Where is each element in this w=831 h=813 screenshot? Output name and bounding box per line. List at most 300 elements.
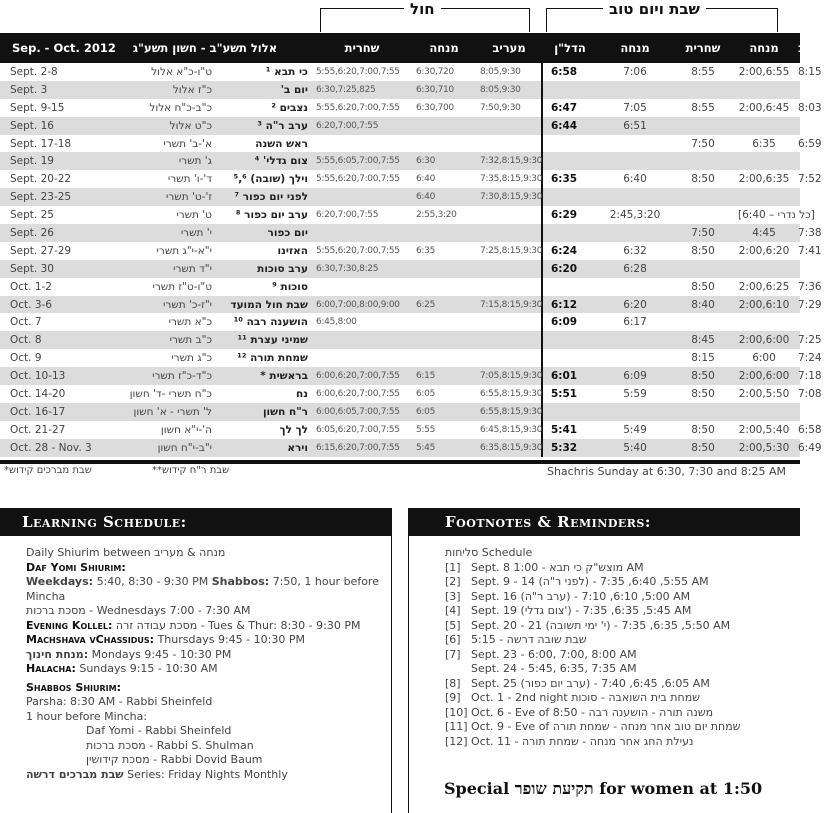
row-candle-lighting: 6:09	[542, 313, 598, 331]
shabbos-shiur-2: מסכת ברכות - Rabbi S. Shulman	[86, 738, 254, 752]
row-parsha: הושענה רבה ¹⁰	[233, 316, 308, 329]
footnote-text: Oct. 6 - Eve of משנה תורה - הושענה רבה - 8:50	[471, 705, 714, 719]
row-date: Oct. 21-27	[10, 423, 66, 436]
row-candle-lighting: 6:24	[542, 242, 598, 260]
selichos-heading: סליחות Schedule	[445, 546, 533, 559]
row-shabbos-shacharis: 7:50	[672, 224, 734, 242]
row-hebrew-date: י' תשרי	[98, 224, 216, 242]
table-row	[0, 260, 800, 278]
row-hebrew-date: ד'-ו' תשרי	[167, 173, 212, 186]
row-weekday-maariv	[476, 206, 542, 224]
row-shabbos-shacharis	[672, 117, 734, 135]
row-shabbos-mincha2	[734, 152, 794, 170]
row-hebrew-date: כ"ג תשרי	[171, 352, 212, 365]
footnote-item	[445, 575, 800, 590]
shachris-note: Shachris Sunday at 6:30, 7:30 and 8:25 AM	[546, 465, 786, 478]
table-row	[0, 170, 800, 188]
row-shabbos-mincha: 6:09	[598, 367, 672, 385]
row-hebrew-date: כ"ב-כ"ח אלול	[149, 101, 212, 114]
row-hebrew-date: כ"ט אלול	[98, 117, 216, 135]
table-row	[0, 296, 800, 314]
footnote-number: [12]	[445, 734, 468, 748]
row-hebrew-date: כ"ח תשרי -ד' חשון	[129, 387, 212, 400]
footnote-text: Sept. 24 - 5:45, 6:35, 7:35 AM	[471, 662, 637, 675]
footnote-item	[445, 720, 800, 735]
row-shabbos-shacharis: 8:15	[691, 352, 715, 365]
footnote-number: [4]	[445, 604, 461, 617]
footnote-number	[445, 662, 471, 677]
row-weekday-maariv: 7:15,8:15,9:30	[476, 296, 542, 314]
table-row	[0, 206, 800, 224]
drasha-series: שבת מברכים דרשה Series: Friday Nights Monthly	[26, 767, 288, 781]
row-weekday-shacharis: 6:05,6:20,7:00,7:55	[316, 424, 400, 435]
row-date: Oct. 14-20	[10, 387, 66, 400]
table-row	[0, 188, 800, 206]
row-parsha: ערב סוכות	[216, 260, 312, 278]
row-shabbos-mincha	[598, 135, 672, 153]
row-shabbos-mincha2	[734, 403, 794, 421]
row-date: Sept. 27-29	[10, 244, 72, 257]
row-shabbos-maariv	[794, 188, 800, 206]
shabbos-shiur-1: Daf Yomi - Rabbi Sheinfeld	[86, 724, 232, 737]
row-weekday-shacharis: 5:55,6:20,7:00,7:55	[316, 102, 400, 113]
row-shabbos-shacharis: 7:50	[691, 137, 715, 150]
row-shabbos-maariv: 6:49	[794, 439, 800, 457]
row-date: Oct. 7	[10, 316, 42, 329]
row-weekday-shacharis: 5:55,6:20,7:00,7:55	[316, 174, 400, 185]
row-candle-lighting	[542, 81, 598, 99]
row-shabbos-mincha2	[734, 313, 794, 331]
row-weekday-shacharis	[312, 331, 412, 349]
table-row	[0, 367, 800, 385]
footnotes-title: Footnotes & Reminders:	[409, 508, 800, 536]
row-parsha: האזינו	[277, 244, 308, 257]
row-weekday-maariv	[476, 278, 542, 296]
row-hebrew-date: כ"ב תשרי	[98, 331, 216, 349]
row-weekday-maariv: 7:05,8:15,9:30	[476, 367, 542, 385]
row-shabbos-mincha	[598, 81, 672, 99]
row-weekday-shacharis	[312, 224, 412, 242]
row-weekday-maariv: 6:45,8:15,9:30	[480, 424, 543, 435]
row-shabbos-mincha2: 2:00,6:35	[738, 173, 790, 186]
row-weekday-mincha: 6:05	[412, 403, 476, 421]
row-date: Oct. 10-13	[0, 367, 98, 385]
footnote-item	[445, 662, 800, 677]
row-candle-lighting: 6:44	[542, 117, 598, 135]
row-shabbos-mincha	[598, 152, 672, 170]
row-shabbos-mincha2: 2:00,6:10	[734, 296, 794, 314]
row-shabbos-mincha2	[734, 188, 794, 206]
table-row	[0, 439, 800, 457]
footnote-item	[445, 633, 800, 648]
row-candle-lighting: 5:41	[542, 421, 598, 439]
row-weekday-shacharis: 6:00,6:20,7:00,7:55	[312, 367, 412, 385]
row-shabbos-maariv: 6:58	[798, 423, 822, 436]
row-shabbos-mincha2: 2:00,6:25	[738, 280, 790, 293]
row-weekday-maariv: 7:32,8:15,9:30	[476, 152, 542, 170]
row-shabbos-maariv: 7:41	[798, 244, 822, 257]
table-row	[0, 242, 800, 260]
table-row	[0, 63, 800, 81]
row-shabbos-shacharis	[672, 81, 734, 99]
row-weekday-maariv: 7:35,8:15,9:30	[480, 174, 543, 185]
row-parsha: וירא	[216, 439, 312, 457]
row-parsha: יום כפור	[216, 224, 312, 242]
machshava: Machshava vChassidus: Thursdays 9:45 - 10:30 PM	[26, 633, 305, 646]
row-shabbos-mincha: 6:17	[623, 316, 647, 329]
berachos-shiur: מסכת ברכות - Wednesdays 7:00 - 7:30 AM	[26, 604, 251, 617]
row-shabbos-maariv	[794, 260, 800, 278]
table-row	[0, 313, 800, 331]
row-shabbos-mincha	[598, 278, 672, 296]
row-shabbos-mincha: 5:49	[623, 423, 647, 436]
row-candle-lighting: 6:29	[542, 206, 598, 224]
row-candle-lighting	[542, 135, 598, 153]
row-shabbos-mincha	[598, 188, 672, 206]
row-shabbos-mincha2	[734, 117, 794, 135]
row-shabbos-shacharis	[672, 313, 734, 331]
row-shabbos-shacharis	[672, 152, 734, 170]
row-weekday-mincha	[412, 224, 476, 242]
row-shabbos-shacharis: 8:50	[691, 387, 715, 400]
row-shabbos-mincha2: 2:00,6:00	[734, 331, 794, 349]
row-hebrew-date: ט"ו-כ"א אלול	[151, 65, 212, 78]
row-weekday-shacharis: 6:20,7:00,7:55	[312, 117, 412, 135]
table-row	[0, 135, 800, 153]
row-candle-lighting: 6:58	[542, 63, 598, 81]
row-shabbos-mincha: 6:51	[598, 117, 672, 135]
row-hebrew-date: י"ז-כ' תשרי	[98, 296, 216, 314]
row-weekday-shacharis	[312, 278, 412, 296]
table-row	[0, 421, 800, 439]
row-weekday-mincha: 6:30,720	[416, 66, 454, 77]
row-weekday-maariv: 8:05,9:30	[480, 66, 521, 77]
footnote-text: Sept. 23 - 6:00, 7:00, 8:00 AM	[471, 647, 637, 661]
row-weekday-mincha	[412, 135, 476, 153]
row-weekday-mincha	[412, 331, 476, 349]
row-parsha: ראש השנה	[255, 137, 308, 150]
row-hebrew-date: י"ב-י"ח חשון	[98, 439, 216, 457]
halacha: Halacha: Sundays 9:15 - 10:30 AM	[26, 662, 218, 675]
row-date: Oct. 3-6	[0, 296, 98, 314]
table-row	[0, 349, 800, 367]
header-shacharis: שחרית	[312, 33, 412, 63]
row-weekday-maariv	[476, 224, 542, 242]
row-weekday-mincha: 6:40	[412, 188, 476, 206]
row-weekday-shacharis	[312, 135, 412, 153]
header-date: Sep. - Oct. 2012	[0, 33, 98, 63]
row-shabbos-mincha2: [כל נדרי – 6:40]	[738, 209, 815, 222]
row-shabbos-shacharis	[672, 260, 734, 278]
table-row	[0, 224, 800, 242]
row-shabbos-maariv: 7:38	[794, 224, 800, 242]
footnote-number: [8]	[445, 676, 461, 690]
footnote-number: [10]	[445, 705, 468, 719]
row-shabbos-shacharis: 8:50	[691, 244, 715, 257]
header-hebdate: אלול תשע"ב - חשון תשע"ג	[98, 33, 312, 63]
header-sh-mincha2: מנחה	[734, 33, 794, 63]
minchas-chinuch: מנחת חינוך: Mondays 9:45 - 10:30 PM	[26, 647, 232, 661]
row-weekday-maariv: 6:55,8:15,9:30	[476, 403, 542, 421]
zmanim-table	[0, 33, 831, 457]
row-weekday-mincha: 6:05	[416, 388, 436, 399]
footnote-item	[445, 648, 800, 663]
footnote-text: Sept. 16 (ערב ר"ה) - 5:00, 6:10, 7:10 AM	[471, 589, 691, 603]
row-date: Oct. 28 - Nov. 3	[0, 439, 98, 457]
row-shabbos-mincha	[598, 224, 672, 242]
row-shabbos-mincha2: 2:00,6:45	[738, 101, 790, 114]
header-sh-mincha: מנחה	[598, 33, 672, 63]
row-candle-lighting: 6:01	[542, 367, 598, 385]
daf-yomi-times: Weekdays: 5:40, 8:30 - 9:30 PM Shabbos: 7:50, 1 hour before Mincha	[26, 575, 379, 603]
special-shofar-note: Special תקיעת שופר for women at 1:50	[444, 779, 763, 798]
row-shabbos-shacharis: 8:50	[672, 439, 734, 457]
row-weekday-shacharis: 5:55,6:20,7:00,7:55	[316, 66, 400, 77]
daf-yomi-heading: Daf Yomi Shiurim:	[26, 560, 126, 574]
row-shabbos-mincha2: 6:00	[752, 352, 776, 365]
evening-kollel: Evening Kollel: מסכת עבודה זרה - Tues & Thur: 8:30 - 9:30 PM	[26, 618, 361, 632]
row-date: Sept. 19	[0, 152, 98, 170]
row-shabbos-shacharis: 8:55	[691, 65, 715, 78]
row-date: Oct. 9	[10, 352, 42, 365]
row-shabbos-mincha	[598, 349, 672, 367]
row-shabbos-mincha	[598, 331, 672, 349]
footnote-item	[445, 561, 800, 576]
shabbos-shiurim-heading: Shabbos Shiurim:	[26, 680, 121, 694]
row-weekday-maariv	[476, 313, 542, 331]
row-weekday-mincha: 6:30,710	[412, 81, 476, 99]
row-candle-lighting: 6:12	[542, 296, 598, 314]
row-shabbos-mincha: 6:32	[623, 244, 647, 257]
row-parsha: ערב יום כפור ⁸	[235, 209, 308, 222]
row-hebrew-date: ז'-ט' תשרי	[98, 188, 216, 206]
row-parsha: שמחת תורה ¹²	[237, 352, 308, 365]
footnote-item	[445, 677, 800, 692]
row-candle-lighting	[542, 188, 598, 206]
footnote-number: [9]	[445, 691, 461, 704]
row-candle-lighting: 5:32	[542, 439, 598, 457]
row-shabbos-mincha: 7:06	[623, 65, 647, 78]
table-row	[0, 117, 800, 135]
row-candle-lighting: 6:20	[542, 260, 598, 278]
footnote-number: [11]	[445, 720, 468, 733]
row-weekday-mincha	[412, 313, 476, 331]
row-parsha: ערב ר"ה ³	[216, 117, 312, 135]
table-bottom-rule	[0, 460, 800, 464]
row-weekday-maariv: 7:25,8:15,9:30	[480, 245, 543, 256]
row-shabbos-mincha: 7:05	[623, 101, 647, 114]
row-date: Sept. 9-15	[10, 101, 65, 114]
row-weekday-shacharis	[312, 349, 412, 367]
row-hebrew-date: א'-ב' תשרי	[163, 137, 212, 150]
row-parsha: יום ב'	[216, 81, 312, 99]
row-hebrew-date: כ"ד-כ"ז תשרי	[98, 367, 216, 385]
daily-shiurim: Daily Shiurim between מנחה & מעריב	[26, 546, 226, 559]
row-parsha: בראשית *	[216, 367, 312, 385]
row-shabbos-mincha2: 2:00,6:55	[738, 65, 790, 78]
table-row	[0, 152, 800, 170]
row-weekday-mincha: 2:55,3:20	[416, 210, 457, 221]
row-shabbos-shacharis: 8:40	[672, 296, 734, 314]
row-candle-lighting	[542, 349, 598, 367]
table-header	[0, 33, 800, 63]
footnote-text: שבת שובה דרשה - 5:15	[471, 633, 587, 646]
table-row	[0, 331, 800, 349]
row-shabbos-mincha2: 2:00,5:50	[738, 387, 790, 400]
row-hebrew-date: י"ד תשרי	[98, 260, 216, 278]
row-date: Sept. 25	[10, 209, 54, 222]
footnote-text: Sept. 25 (ערב יום כפור) - 6:05, 6:45, 7:40 AM	[471, 676, 710, 690]
row-shabbos-mincha: 6:20	[598, 296, 672, 314]
row-date: Sept. 20-22	[10, 173, 72, 186]
learning-panel	[0, 508, 392, 813]
row-shabbos-shacharis: 8:50	[691, 280, 715, 293]
row-weekday-shacharis: 5:55,6:20,7:00,7:55	[316, 245, 400, 256]
row-parsha: לך לך	[279, 423, 308, 436]
row-date: Oct. 16-17	[0, 403, 98, 421]
row-hebrew-date: ט' תשרי	[176, 209, 212, 222]
row-date: Sept. 17-18	[10, 137, 72, 150]
row-shabbos-shacharis: 8:50	[691, 423, 715, 436]
row-hebrew-date: ל' תשרי - א' חשון	[98, 403, 216, 421]
row-weekday-mincha: 6:30	[412, 152, 476, 170]
row-weekday-shacharis: 6:00,6:20,7:00,7:55	[316, 388, 400, 399]
row-date: Oct. 8	[0, 331, 98, 349]
header-mincha: מנחה	[412, 33, 476, 63]
row-candle-lighting	[542, 278, 598, 296]
shabbos-shiur-3: מסכת קידושין - Rabbi Dovid Baum	[86, 753, 263, 766]
row-shabbos-mincha	[598, 403, 672, 421]
row-shabbos-mincha: 2:45,3:20	[609, 209, 661, 222]
row-parsha: נח	[296, 387, 308, 400]
table-row	[0, 81, 800, 99]
row-parsha: נצבים ²	[271, 101, 308, 114]
row-shabbos-mincha2: 2:00,5:30	[734, 439, 794, 457]
row-weekday-mincha: 6:40	[416, 174, 436, 185]
footnote-item	[445, 590, 800, 605]
row-hebrew-date: כ"ז אלול	[98, 81, 216, 99]
row-weekday-shacharis: 6:00,6:05,7:00,7:55	[312, 403, 412, 421]
row-date: Sept. 2-8	[10, 65, 58, 78]
table-row	[0, 278, 800, 296]
row-weekday-maariv	[476, 260, 542, 278]
row-parsha: כי תבא ¹	[265, 65, 308, 78]
row-hebrew-date: ג' תשרי	[98, 152, 216, 170]
footnote-item	[445, 619, 800, 634]
row-weekday-shacharis: 6:20,7:00,7:55	[316, 210, 379, 221]
row-date: Sept. 30	[0, 260, 98, 278]
row-weekday-maariv: 7:30,8:15,9:30	[476, 188, 542, 206]
row-shabbos-maariv: 7:18	[794, 367, 800, 385]
row-parsha: לפני יום כפור ⁷	[216, 188, 312, 206]
row-weekday-shacharis	[312, 188, 412, 206]
legend-mevarchim: שבת מברכים קידוש*	[4, 465, 92, 476]
row-weekday-shacharis: 6:00,7:00,8:00,9:00	[312, 296, 412, 314]
row-shabbos-mincha2: 4:45	[734, 224, 794, 242]
row-parsha: וילך (שובה) ⁵,⁶	[233, 173, 308, 186]
row-weekday-maariv: 6:55,8:15,9:30	[480, 388, 543, 399]
row-candle-lighting	[542, 331, 598, 349]
table-row	[0, 385, 800, 403]
row-weekday-shacharis: 6:15,6:20,7:00,7:55	[312, 439, 412, 457]
row-shabbos-shacharis: 8:50	[691, 173, 715, 186]
row-candle-lighting	[542, 152, 598, 170]
footnote-text: Sept. 9 - 14 (לפני ר"ה) - 5:55, 6:40, 7:35 AM	[471, 575, 709, 588]
row-weekday-maariv	[476, 331, 542, 349]
row-shabbos-maariv: 7:52	[798, 173, 822, 186]
row-parsha: ר"ח חשון	[216, 403, 312, 421]
row-weekday-mincha: 5:55	[416, 424, 436, 435]
row-candle-lighting: 6:47	[542, 99, 598, 117]
row-shabbos-maariv	[794, 403, 800, 421]
row-shabbos-maariv: 7:24	[798, 352, 822, 365]
header-maariv: מעריב	[476, 33, 542, 63]
footnote-text: Sept. 8 מוצש"ק כי תבא - 1:00 AM	[471, 560, 644, 574]
row-weekday-shacharis: 5:55,6:05,7:00,7:55	[312, 152, 412, 170]
header-sh-maariv: מעריב	[794, 33, 800, 63]
footnote-text: Oct. 9 - Eve of שמחת יום טוב אחר מנחה - שמחת תורה	[471, 720, 741, 733]
row-candle-lighting	[542, 224, 598, 242]
footnote-number: [3]	[445, 589, 461, 603]
footnotes-panel	[408, 508, 800, 813]
row-shabbos-maariv: 7:29	[794, 296, 800, 314]
row-weekday-maariv	[476, 349, 542, 367]
row-shabbos-maariv	[794, 117, 800, 135]
learning-title: Learning Schedule:	[0, 508, 391, 536]
row-shabbos-mincha2: 2:00,6:00	[734, 367, 794, 385]
row-shabbos-maariv: 6:59	[798, 137, 822, 150]
row-shabbos-shacharis: 8:55	[691, 101, 715, 114]
row-weekday-shacharis: 6:45,8:00	[316, 317, 357, 328]
row-date: Sept. 23-25	[0, 188, 98, 206]
row-weekday-shacharis: 6:30,7:25,825	[312, 81, 412, 99]
row-date: Sept. 3	[0, 81, 98, 99]
row-shabbos-mincha2: 2:00,5:40	[738, 423, 790, 436]
row-weekday-maariv: 7:50,9:30	[480, 102, 521, 113]
row-shabbos-shacharis	[672, 188, 734, 206]
footnote-number: [5]	[445, 618, 461, 632]
row-shabbos-maariv: 8:03	[798, 101, 822, 114]
row-parsha: סוכות ⁹	[272, 280, 308, 293]
row-hebrew-date: ט"ו-ט"ז תשרי	[152, 280, 212, 293]
row-candle-lighting: 5:51	[542, 385, 598, 403]
table-row	[0, 99, 800, 117]
footnote-text: Sept. 19 (צום גדלי') - 5:45, 6:35, 7:35 AM	[471, 604, 692, 617]
row-hebrew-date: כ"א תשרי	[168, 316, 212, 329]
row-weekday-maariv	[476, 117, 542, 135]
footnote-text: Sept. 20 - 21 (י' ימי תשובה) - 5:50, 6:35, 7:35 AM	[471, 618, 731, 632]
legend-rosh-chodesh: שבת ר"ח קידוש**	[152, 465, 230, 476]
row-parsha: שבת חול המועד	[216, 296, 312, 314]
row-date: Sept. 16	[0, 117, 98, 135]
row-shabbos-mincha: 6:28	[598, 260, 672, 278]
row-date: Sept. 26	[0, 224, 98, 242]
row-shabbos-mincha2: 2:00,6:20	[738, 244, 790, 257]
row-shabbos-shacharis: 8:50	[672, 367, 734, 385]
footnote-number: [1]	[445, 560, 461, 574]
footnote-text: Oct. 1 - 2nd night שמחת בית השואבה - סוכות	[471, 691, 700, 704]
footnote-number: [6]	[445, 633, 461, 646]
row-weekday-maariv: 8:05,9:30	[476, 81, 542, 99]
row-weekday-mincha: 6:35	[416, 245, 436, 256]
row-weekday-mincha: 5:45	[412, 439, 476, 457]
weekday-group-label: חול	[404, 0, 441, 18]
parsha-shiur: Parsha: 8:30 AM - Rabbi Sheinfeld	[26, 695, 213, 708]
row-weekday-maariv: 6:35,8:15,9:30	[476, 439, 542, 457]
row-shabbos-maariv: 7:36	[798, 280, 822, 293]
header-sh-shacharis: שחרית	[672, 33, 734, 63]
row-shabbos-maariv: 8:15	[798, 65, 822, 78]
